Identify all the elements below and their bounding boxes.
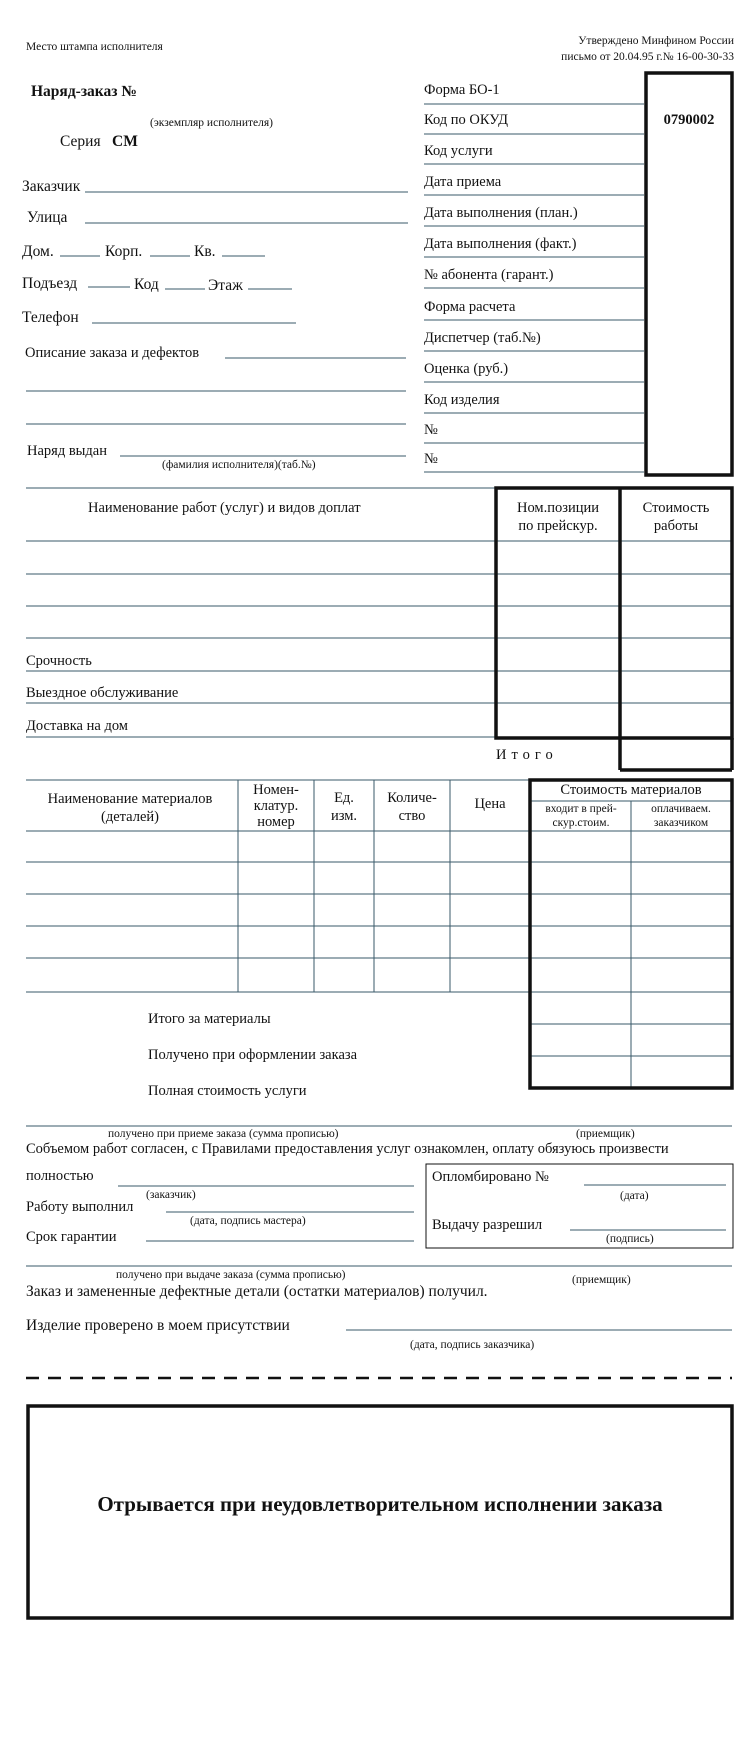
entrance-label: Подъезд [22,275,78,292]
code-row-label: Форма БО-1 [424,82,500,98]
paid-header-2: заказчиком [653,817,709,829]
copy-note: (экземпляр исполнителя) [150,117,273,129]
included-header-2: скур.стоим. [552,817,610,829]
nomen-header-2: клатур. [253,798,299,814]
series-label: Серия [60,133,101,150]
included-header-1: входит в прей- [545,803,617,815]
description-label: Описание заказа и дефектов [25,345,200,361]
price-header: Цена [474,796,506,812]
master-hint: (дата, подпись мастера) [190,1215,306,1227]
form-title: Наряд-заказ № [31,83,137,100]
code-row-label: Код по ОКУД [424,112,508,128]
code-label: Код [134,276,159,293]
materials-cost-header: Стоимость материалов [560,782,702,798]
tearoff-notice: Отрывается при неудовлетворительном исполнении заказа [97,1492,663,1516]
issue-sum-hint: получено при выдаче заказа (сумма прописью) [116,1269,346,1281]
works-name-header: Наименование работ (услуг) и видов доплат [88,500,361,516]
release-label: Выдачу разрешил [432,1217,543,1233]
urgency-label: Срочность [26,653,92,669]
customer-hint: (заказчик) [146,1189,196,1201]
received-sum-hint: получено при приеме заказа (сумма прописью) [108,1128,339,1140]
field-service-label: Выездное обслуживание [26,685,179,701]
paid-header-1: оплачиваем. [651,803,711,815]
code-row-label: Дата приема [424,174,502,190]
unit-header-2: изм. [330,808,358,824]
code-row-value: 0790002 [663,112,715,128]
works-total-label: Итого [496,747,558,763]
signature-hint: (подпись) [606,1233,654,1245]
stamp-place-label: Место штампа исполнителя [26,41,163,53]
received-label: Получено при оформлении заказа [148,1047,358,1063]
receiver-hint: (приемщик) [576,1128,635,1140]
qty-header-1: Количе- [387,790,437,806]
code-row-label: Код услуги [424,143,493,159]
full-cost-label: Полная стоимость услуги [148,1083,307,1099]
series-value: СМ [112,133,138,150]
code-row-label: Код изделия [424,392,500,408]
in-full-label: полностью [26,1168,94,1184]
code-row-label: Дата выполнения (план.) [424,205,578,221]
code-row-label: Форма расчета [424,299,516,315]
issued-label: Наряд выдан [27,443,107,459]
issued-hint: (фамилия исполнителя)(таб.№) [162,459,316,471]
phone-label: Телефон [22,309,79,326]
warranty-label: Срок гарантии [26,1229,117,1245]
product-checked-text: Изделие проверено в моем присутствии [26,1317,290,1334]
works-pos-header-1: Ном.позиции [516,500,600,516]
code-row-label: № [424,422,438,438]
house-label: Дом. [22,243,54,260]
materials-name-header-2: (деталей) [101,809,159,825]
agreement-text: Собъемом работ согласен, с Правилами предоставления услуг ознакомлен, оплату обязуюсь произвести [26,1141,669,1157]
floor-label: Этаж [208,277,243,294]
code-row-label: № абонента (гарант.) [424,267,554,283]
issue-receiver-hint: (приемщик) [572,1274,631,1286]
sealed-label: Опломбировано № [432,1169,549,1185]
works-cost-header-1: Стоимость [642,500,710,516]
code-row-label: Дата выполнения (факт.) [424,236,577,252]
customer-sign-hint: (дата, подпись заказчика) [410,1339,535,1351]
home-delivery-label: Доставка на дом [26,718,128,734]
approved-line-1: Утверждено Минфином России [578,35,734,47]
street-label: Улица [27,209,68,226]
code-row-label: № [424,451,438,467]
materials-name-header-1: Наименование материалов [47,791,213,807]
customer-label: Заказчик [22,178,81,195]
works-pos-header-2: по прейскур. [518,518,598,534]
total-materials-label: Итого за материалы [148,1011,271,1027]
nomen-header-3: номер [257,814,295,830]
code-row-label: Диспетчер (таб.№) [424,330,541,346]
building-label: Корп. [105,243,143,260]
date-hint: (дата) [620,1190,649,1202]
approved-line-2: письмо от 20.04.95 г.№ 16-00-30-33 [561,51,734,63]
code-row-label: Оценка (руб.) [424,361,509,377]
apartment-label: Кв. [194,243,216,260]
nomen-header-1: Номен- [253,782,299,798]
unit-header-1: Ед. [334,790,354,806]
works-cost-header-2: работы [653,518,699,534]
qty-header-2: ство [398,808,426,824]
order-received-text: Заказ и замененные дефектные детали (остатки материалов) получил. [26,1283,488,1300]
work-done-label: Работу выполнил [26,1199,134,1215]
